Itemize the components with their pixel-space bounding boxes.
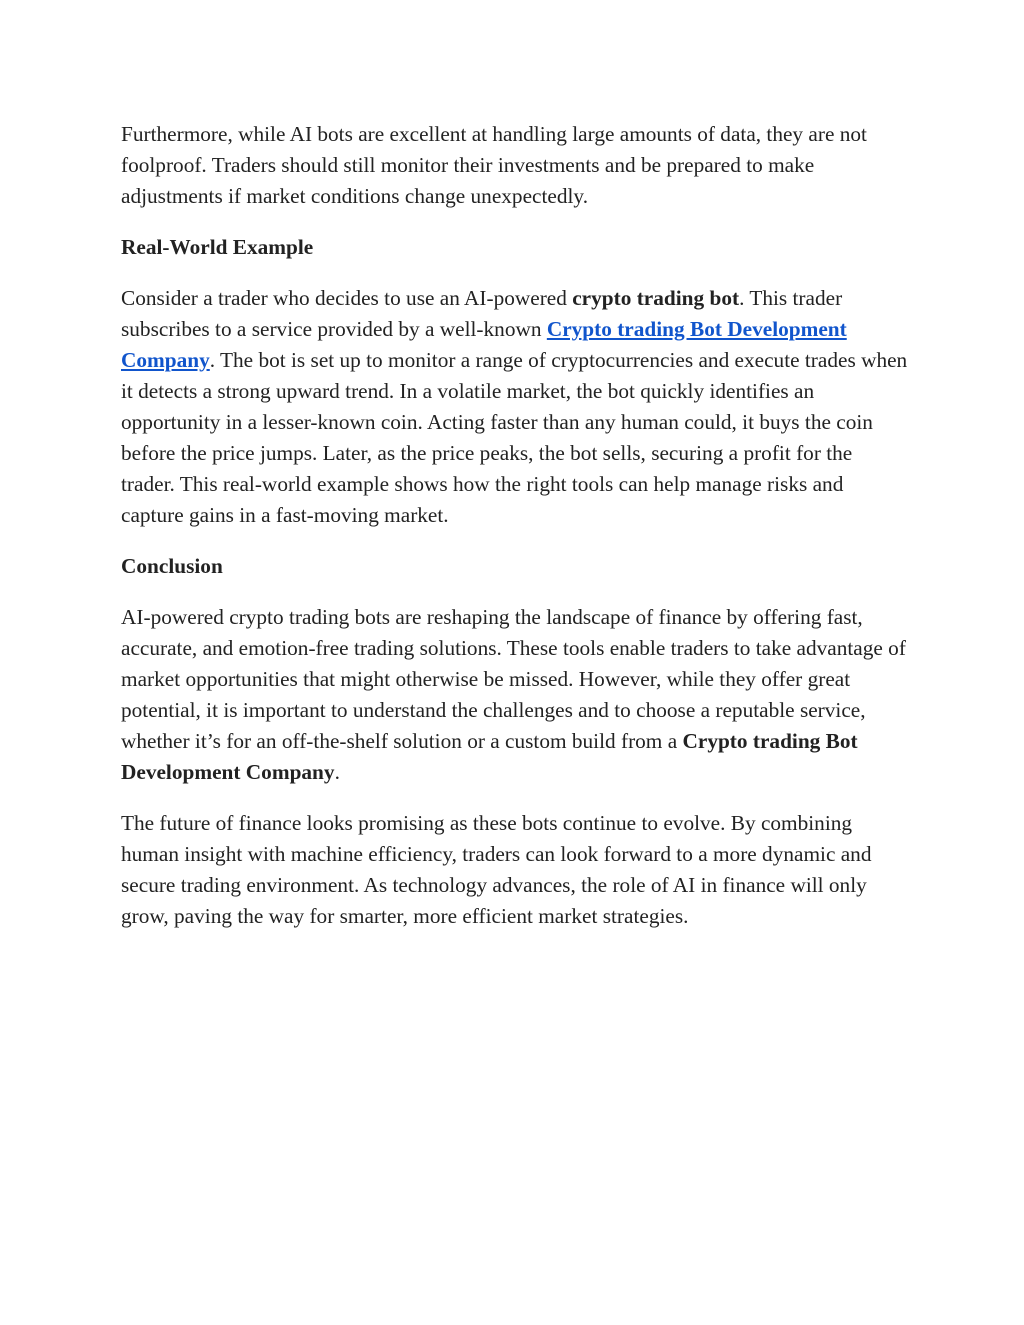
example-paragraph — [121, 283, 911, 531]
crypto-trading-bot-company-link[interactable]: Crypto trading Bot Development Company — [121, 317, 847, 372]
example-text-part2: . This trader subscribes to a service provided by a well-known — [121, 286, 843, 341]
conclusion-text-part2: . — [334, 760, 340, 784]
intro-paragraph: Furthermore, while AI bots are excellent at handling large amounts of data, they are not foolproof. Traders should still monitor their investments and be prepared to make adjustments if market conditions change unexpectedly. — [121, 122, 867, 208]
conclusion-paragraph-2: The future of finance looks promising as these bots continue to evolve. By combining human insight with machine efficiency, traders can look forward to a more dynamic and secure trading environment. As technology advances, the role of AI in finance will only grow, paving the way for smarter, more efficient market strategies. — [121, 811, 872, 928]
document-page — [121, 119, 911, 952]
example-text-part1: Consider a trader who decides to use an AI-powered — [121, 286, 573, 310]
conclusion-bold-company: Crypto trading Bot Development Company — [121, 729, 858, 784]
section-heading-conclusion: Conclusion — [121, 554, 223, 578]
example-bold-crypto-trading-bot: crypto trading bot — [572, 286, 740, 310]
conclusion-paragraph-1 — [121, 602, 911, 788]
example-text-part3: . The bot is set up to monitor a range of cryptocurrencies and execute trades when it detects a strong upward trend. In a volatile market, the bot quickly identifies an opportunity in a lesser-known coin. Acting faster than any human could, it buys the coin before the price jumps. Later, as the price peaks, the bot sells, securing a profit for the trader. This real-world example shows how the right tools can help manage risks and capture gains in a fast-moving market. — [121, 348, 908, 527]
section-heading-real-world-example: Real-World Example — [121, 235, 314, 259]
conclusion-text-part1: AI-powered crypto trading bots are reshaping the landscape of finance by offering fast, accurate, and emotion-free trading solutions. These tools enable traders to take advantage of market opportunities that might otherwise be missed. However, while they offer great potential, it is important to understand the challenges and to choose a reputable service, whether it’s for an off-the-shelf solution or a custom build from a — [121, 605, 906, 753]
